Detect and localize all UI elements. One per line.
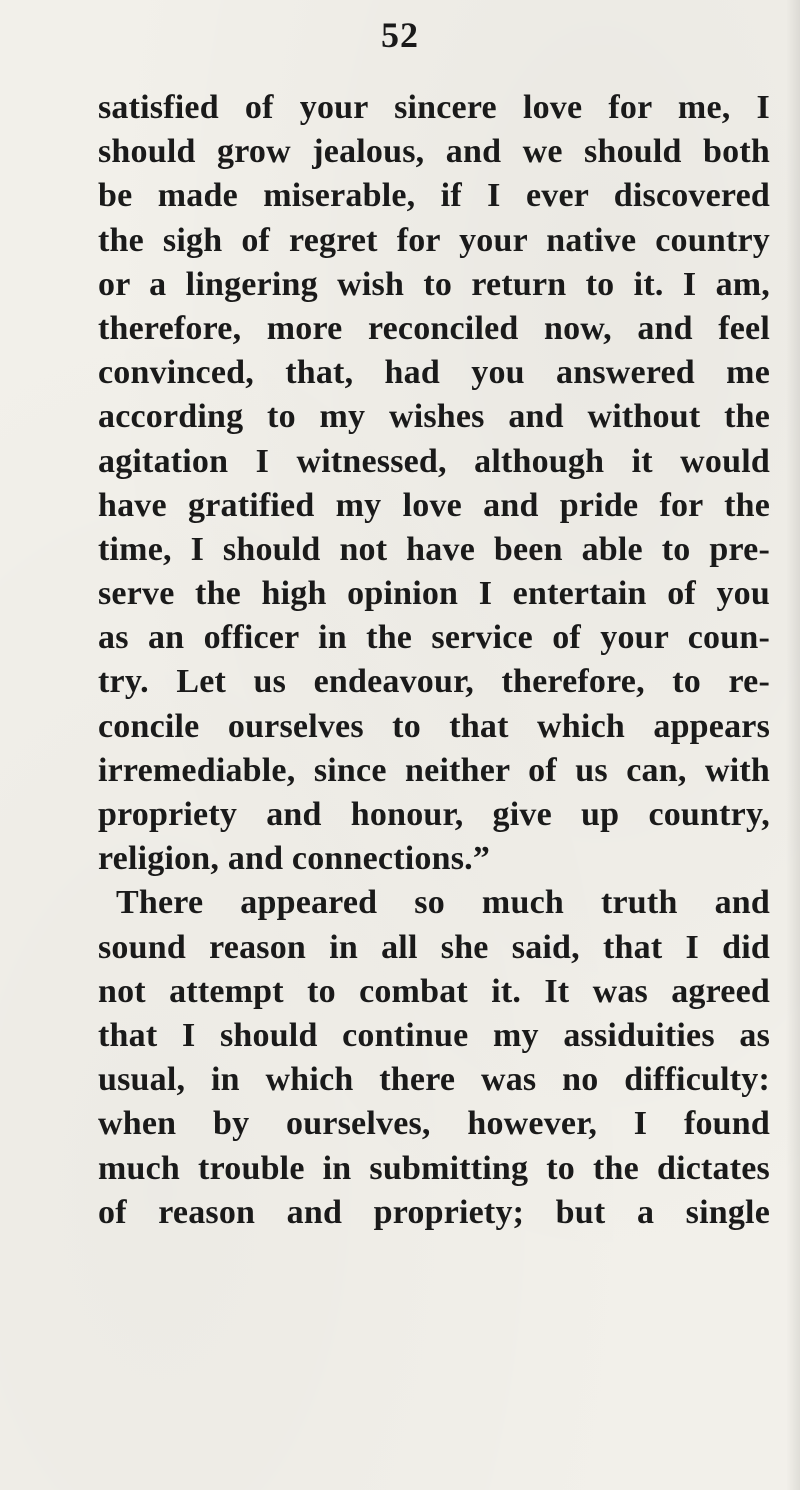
- text-line: when by ourselves, however, I found: [98, 1105, 770, 1143]
- text-line: not attempt to combat it. It was agreed: [98, 972, 770, 1010]
- text-line: propriety and honour, give up country,: [98, 796, 770, 833]
- text-line: that I should continue my assiduities as: [98, 1016, 770, 1054]
- text-line: have gratified my love and pride for the: [98, 486, 770, 524]
- text-line: should grow jealous, and we should both: [98, 133, 770, 171]
- text-line: usual, in which there was no difficulty:: [98, 1061, 770, 1099]
- text-line: therefore, more reconciled now, and feel: [98, 309, 770, 347]
- text-line: be made miserable, if I ever discovered: [98, 177, 770, 215]
- page-edge-shadow: [786, 0, 800, 1490]
- text-line: agitation I witnessed, although it would: [98, 442, 770, 480]
- text-line: as an officer in the service of your coun-: [98, 619, 770, 657]
- text-line: satisfied of your sincere love for me, I: [98, 89, 770, 126]
- text-line: irremediable, since neither of us can, with: [98, 751, 770, 789]
- text-line: sound reason in all she said, that I did: [98, 928, 770, 966]
- text-line: There appeared so much truth and: [116, 884, 770, 922]
- text-line: or a lingering wish to return to it. I am,: [98, 265, 770, 303]
- text-line: the sigh of regret for your native country: [98, 221, 770, 259]
- text-line: serve the high opinion I entertain of you: [98, 575, 770, 613]
- page-number: 52: [381, 15, 419, 55]
- text-line: concile ourselves to that which appears: [98, 707, 770, 745]
- text-line: religion, and connections.”: [98, 840, 491, 878]
- text-line: convinced, that, had you answered me: [98, 354, 770, 392]
- text-line: according to my wishes and without the: [98, 398, 770, 436]
- text-line: of reason and propriety; but a single: [98, 1193, 770, 1231]
- text-line: time, I should not have been able to pre-: [98, 530, 770, 568]
- text-line: much trouble in submitting to the dictates: [98, 1149, 770, 1187]
- body-text: [98, 86, 770, 1235]
- text-line: try. Let us endeavour, therefore, to re-: [98, 663, 770, 701]
